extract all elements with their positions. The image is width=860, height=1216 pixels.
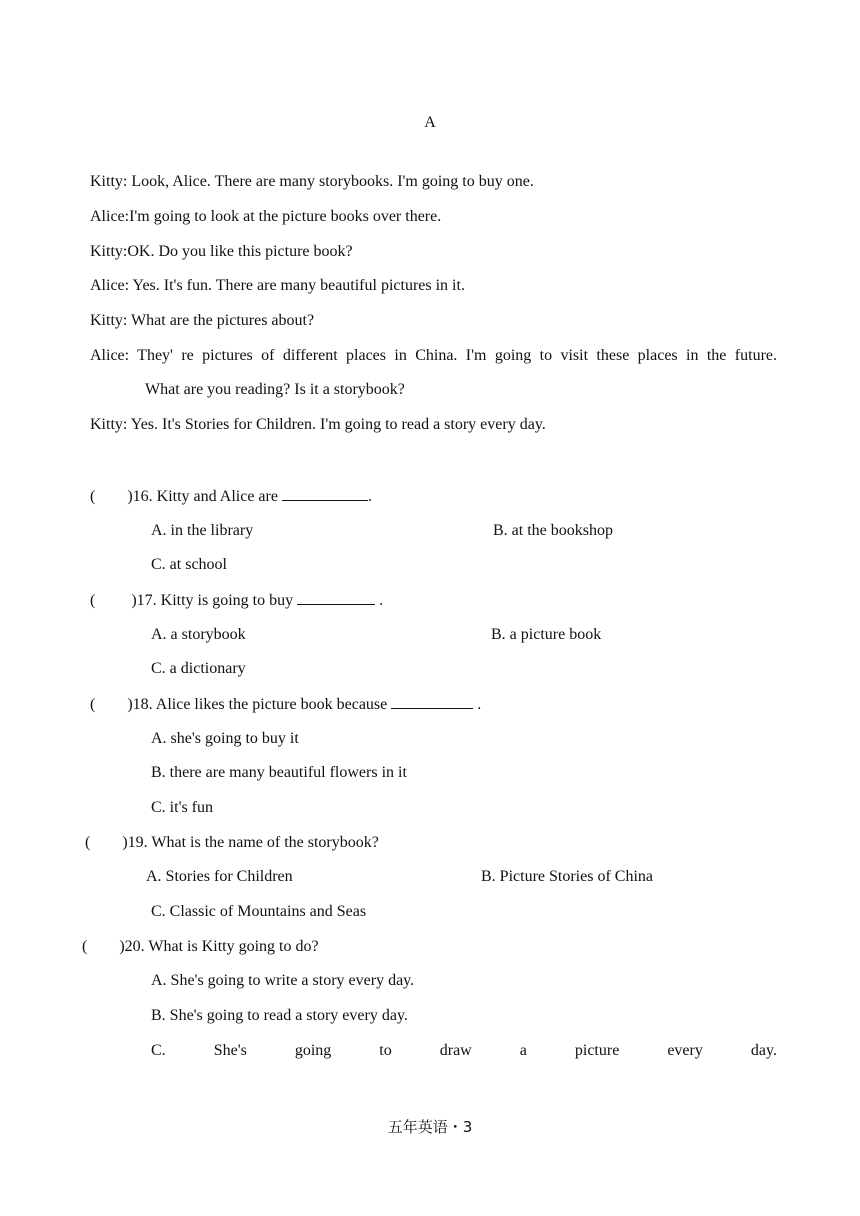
q18-option-c: C. it's fun xyxy=(151,799,213,816)
question-20 xyxy=(82,937,319,957)
dialogue-line-5: Kitty: What are the pictures about? xyxy=(90,312,315,329)
answer-paren: ( xyxy=(82,938,88,955)
q18-option-b: B. there are many beautiful flowers in it xyxy=(151,764,407,781)
question-stem: )20. What is Kitty going to do? xyxy=(119,938,319,955)
q20-option-c-word: a xyxy=(519,1042,527,1059)
q20-option-a: A. She's going to write a story every day. xyxy=(151,972,415,989)
q17-option-c: C. a dictionary xyxy=(151,660,246,677)
q20-option-c-word: She's xyxy=(213,1042,247,1059)
dialogue-line-1: Kitty: Look, Alice. There are many storybooks. I'm going to buy one. xyxy=(90,173,534,190)
answer-paren: ( xyxy=(90,488,96,505)
q19-option-c: C. Classic of Mountains and Seas xyxy=(151,903,367,920)
dialogue-line-6-continued: What are you reading? Is it a storybook? xyxy=(145,381,405,398)
q20-option-c-word: to xyxy=(379,1042,392,1059)
dialogue-line-3: Kitty:OK. Do you like this picture book? xyxy=(90,243,353,260)
question-17 xyxy=(90,590,383,611)
dialogue-line-7: Kitty: Yes. It's Stories for Children. I'm going to read a story every day. xyxy=(90,416,546,433)
q16-option-a: A. in the library xyxy=(151,522,254,539)
question-18 xyxy=(90,694,481,715)
q16-option-c: C. at school xyxy=(151,556,227,573)
q19-option-b: B. Picture Stories of China xyxy=(481,868,653,885)
question-stem-end: . xyxy=(367,488,372,505)
q17-option-a: A. a storybook xyxy=(151,626,246,643)
question-stem-end: . xyxy=(379,592,384,609)
answer-blank xyxy=(391,694,473,709)
question-16 xyxy=(90,486,372,507)
answer-paren: ( xyxy=(85,834,91,851)
q20-option-c xyxy=(151,1041,777,1061)
question-stem-end: . xyxy=(477,696,482,713)
question-19 xyxy=(85,833,379,853)
q19-option-a: A. Stories for Children xyxy=(146,868,293,885)
answer-paren: ( xyxy=(90,592,96,609)
q20-option-c-word: going xyxy=(294,1042,332,1059)
q20-option-c-word: picture xyxy=(574,1042,620,1059)
q20-option-b: B. She's going to read a story every day. xyxy=(151,1007,408,1024)
q17-option-b: B. a picture book xyxy=(491,626,602,643)
q20-option-c-word: C. xyxy=(151,1042,166,1059)
answer-paren: ( xyxy=(90,696,96,713)
q16-option-b: B. at the bookshop xyxy=(493,522,613,539)
question-stem: )16. Kitty and Alice are xyxy=(127,488,278,505)
answer-blank xyxy=(282,486,368,501)
q20-option-c-word: day. xyxy=(750,1042,777,1059)
question-stem: )19. What is the name of the storybook? xyxy=(122,834,379,851)
dialogue-line-2: Alice:I'm going to look at the picture books over there. xyxy=(90,208,442,225)
page-footer: 五年英语・3 xyxy=(387,1118,473,1136)
dialogue-line-6: Alice: They' re pictures of different places in China. I'm going to visit these places in the future. xyxy=(90,347,777,364)
question-stem: )18. Alice likes the picture book because xyxy=(127,696,388,713)
q20-option-c-word: every xyxy=(667,1042,703,1059)
q20-option-c-word: draw xyxy=(439,1042,472,1059)
dialogue-line-4: Alice: Yes. It's fun. There are many beautiful pictures in it. xyxy=(90,277,465,294)
section-title: A xyxy=(424,114,436,131)
question-stem: )17. Kitty is going to buy xyxy=(131,592,294,609)
answer-blank xyxy=(297,590,375,605)
q18-option-a: A. she's going to buy it xyxy=(151,730,299,747)
